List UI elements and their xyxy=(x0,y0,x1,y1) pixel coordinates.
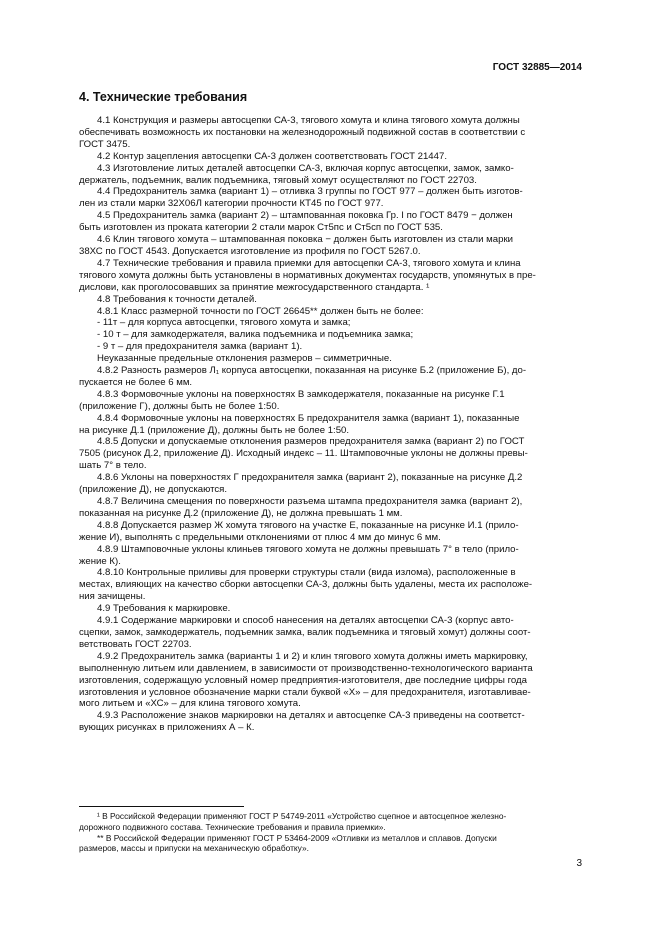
document-header: ГОСТ 32885—2014 xyxy=(492,62,582,73)
text-line: - 9 т – для предохранителя замка (вариант 1). xyxy=(97,341,303,353)
text-line: 4.8.10 Контрольные приливы для проверки структуры стали (вида излома), расположенные в xyxy=(97,567,516,579)
text-line: быть изготовлен из проката категории 2 стали марок Ст5пс и Ст5сп по ГОСТ 535. xyxy=(79,222,443,234)
text-line: 4.9.3 Расположение знаков маркировки на деталях и автосцепке СА-3 приведены на соответст- xyxy=(97,710,525,722)
body-text xyxy=(79,115,582,734)
section-title: 4. Технические требования xyxy=(79,90,248,104)
text-line: шать 7° в тело. xyxy=(79,460,147,472)
text-line: 4.9.2 Предохранитель замка (варианты 1 и 2) и клин тягового хомута должны иметь маркировку, xyxy=(97,650,528,662)
footnote-line: ** В Российской Федерации применяют ГОСТ Р 53464-2009 «Отливки из металлов и сплавов. Допуски xyxy=(97,832,497,843)
text-line: вующих рисунках в приложениях А – К. xyxy=(79,722,255,734)
text-line: 4.4 Предохранитель замка (вариант 1) – отливка 3 группы по ГОСТ 977 – должен быть изготов- xyxy=(97,186,523,198)
text-line: (приложение Д), не допускаются. xyxy=(79,484,228,496)
text-line: мого литьем и «ХС» – для клина тягового хомута. xyxy=(79,698,301,710)
text-line: 4.5 Предохранитель замка (вариант 2) – штампованная поковка Гр. I по ГОСТ 8479 − должен xyxy=(97,210,513,222)
text-line: обеспечивать возможность их постановки на железнодорожный подвижной состав в соответствии с xyxy=(79,126,526,138)
text-line: (приложение Г), должны быть не более 1:50. xyxy=(79,400,280,412)
text-line: ГОСТ 3475. xyxy=(79,138,131,150)
text-line: 4.6 Клин тягового хомута – штампованная поковка − должен быть изготовлен из стали марки xyxy=(97,234,513,246)
footnotes xyxy=(79,811,582,854)
text-line: 4.1 Конструкция и размеры автосцепки СА-3, тягового хомута и клина тягового хомута должны xyxy=(97,115,520,126)
text-line: 4.8.3 Формовочные уклоны на поверхностях В замкодержателя, показанные на рисунке Г.1 xyxy=(97,388,505,400)
text-line: 4.8.4 Формовочные уклоны на поверхностях Б предохранителя замка (вариант 1), показанные xyxy=(97,412,520,424)
text-line: - 11т – для корпуса автосцепки, тягового хомута и замка; xyxy=(97,317,351,329)
text-line: сцепки, замок, замкодержатель, подъемник замка, валик подъемника и тяговый хомут) должны соот- xyxy=(79,626,531,638)
text-line: тягового хомута должны быть установлены в нормативных документах государств, упомянутых в пре- xyxy=(79,269,536,281)
footnote-line: ¹ В Российской Федерации применяют ГОСТ Р 54749-2011 «Устройство сцепное и автосцепное железно- xyxy=(97,811,507,821)
text-line: выполненную литьем или давлением, в зависимости от производственно-технологического варианта xyxy=(79,662,533,674)
text-line: 4.8.9 Штамповочные уклоны клиньев тягового хомута не должны превышать 7° в тело (прило- xyxy=(97,543,519,555)
text-line: 4.8.5 Допуски и допускаемые отклонения размеров предохранителя замка (вариант 2) по ГОСТ xyxy=(97,436,525,448)
text-line: показанная на рисунке Д.2 (приложение Д), не должна превышать 1 мм. xyxy=(79,507,403,519)
text-line: ния зачищены. xyxy=(79,591,146,603)
text-line: 7505 (рисунок Д.2, приложение Д). Исходный индекс – 11. Штамповочные уклоны не должны превы- xyxy=(79,448,528,460)
text-line: 4.9.1 Содержание маркировки и способ нанесения на деталях автосцепки СА-3 (корпус авто- xyxy=(97,615,514,627)
footnote-divider xyxy=(79,806,244,807)
text-line: - 10 т – для замкодержателя, валика подъемника и подъемника замка; xyxy=(97,329,414,341)
text-line: 4.7 Технические требования и правила приемки для автосцепки СА-3, тягового хомута и клина xyxy=(97,257,521,269)
text-line: Неуказанные предельные отклонения размеров – симметричные. xyxy=(97,353,392,365)
text-line: ветствовать ГОСТ 22703. xyxy=(79,638,192,650)
text-line: местах, влияющих на качество сборки автосцепки СА-3, должны быть удалены, места их расположе- xyxy=(79,579,533,591)
text-line: 4.9 Требования к маркировке. xyxy=(97,603,231,615)
page-number: 3 xyxy=(576,858,582,869)
text-line: 4.8 Требования к точности деталей. xyxy=(97,293,257,305)
text-line: изготовления, содержащую условный номер предприятия-изготовителя, две последние цифры года xyxy=(79,674,527,686)
footnote-line: дорожного подвижного состава. Технические требования и правила приемки». xyxy=(79,821,386,832)
text-line: 4.2 Контур зацепления автосцепки СА-3 должен соответствовать ГОСТ 21447. xyxy=(97,150,447,162)
text-line: лен из стали марки 32Х06Л категории прочности КТ45 по ГОСТ 977. xyxy=(79,198,384,210)
text-line: жение И), выполнять с предельными отклонениями от плюс 4 мм до минус 6 мм. xyxy=(79,531,441,543)
text-line: жение К). xyxy=(79,555,121,567)
text-line: изготовления и условное обозначение марки стали буквой «Х» – для предохранителя, изготавливае- xyxy=(79,686,531,698)
text-line: дислови, как проголосовавших за принятие межгосударственного стандарта. ¹ xyxy=(79,281,430,293)
text-line: 38ХС по ГОСТ 4543. Допускается изготовление из профиля по ГОСТ 5267.0. xyxy=(79,245,421,257)
text-line: держатель, подъемник, валик подъемника, тяговый хомут осуществляют по ГОСТ 22703. xyxy=(79,174,477,186)
text-line: на рисунке Д.1 (приложение Д), должны быть не более 1:50. xyxy=(79,424,350,436)
text-line: 4.8.8 Допускается размер Ж хомута тягового на участке Е, показанные на рисунке И.1 (прило- xyxy=(97,519,519,531)
text-line: 4.8.6 Уклоны на поверхностях Г предохранителя замка (вариант 2), показанные на рисунке Д.2 xyxy=(97,472,523,484)
text-line: 4.8.7 Величина смещения по поверхности разъема штампа предохранителя замка (вариант 2), xyxy=(97,496,523,507)
text-line: 4.8.1 Класс размерной точности по ГОСТ 26645** должен быть не более: xyxy=(97,305,424,317)
footnote-line: размеров, массы и припуски на механическую обработку». xyxy=(79,843,309,854)
text-line: 4.8.2 Разность размеров Л₁ корпуса автосцепки, показанная на рисунке Б.2 (приложение Б), до- xyxy=(97,365,527,377)
text-line: 4.3 Изготовление литых деталей автосцепки СА-3, включая корпус автосцепки, замок, замко- xyxy=(97,162,514,174)
text-line: пускается не более 6 мм. xyxy=(79,376,193,388)
